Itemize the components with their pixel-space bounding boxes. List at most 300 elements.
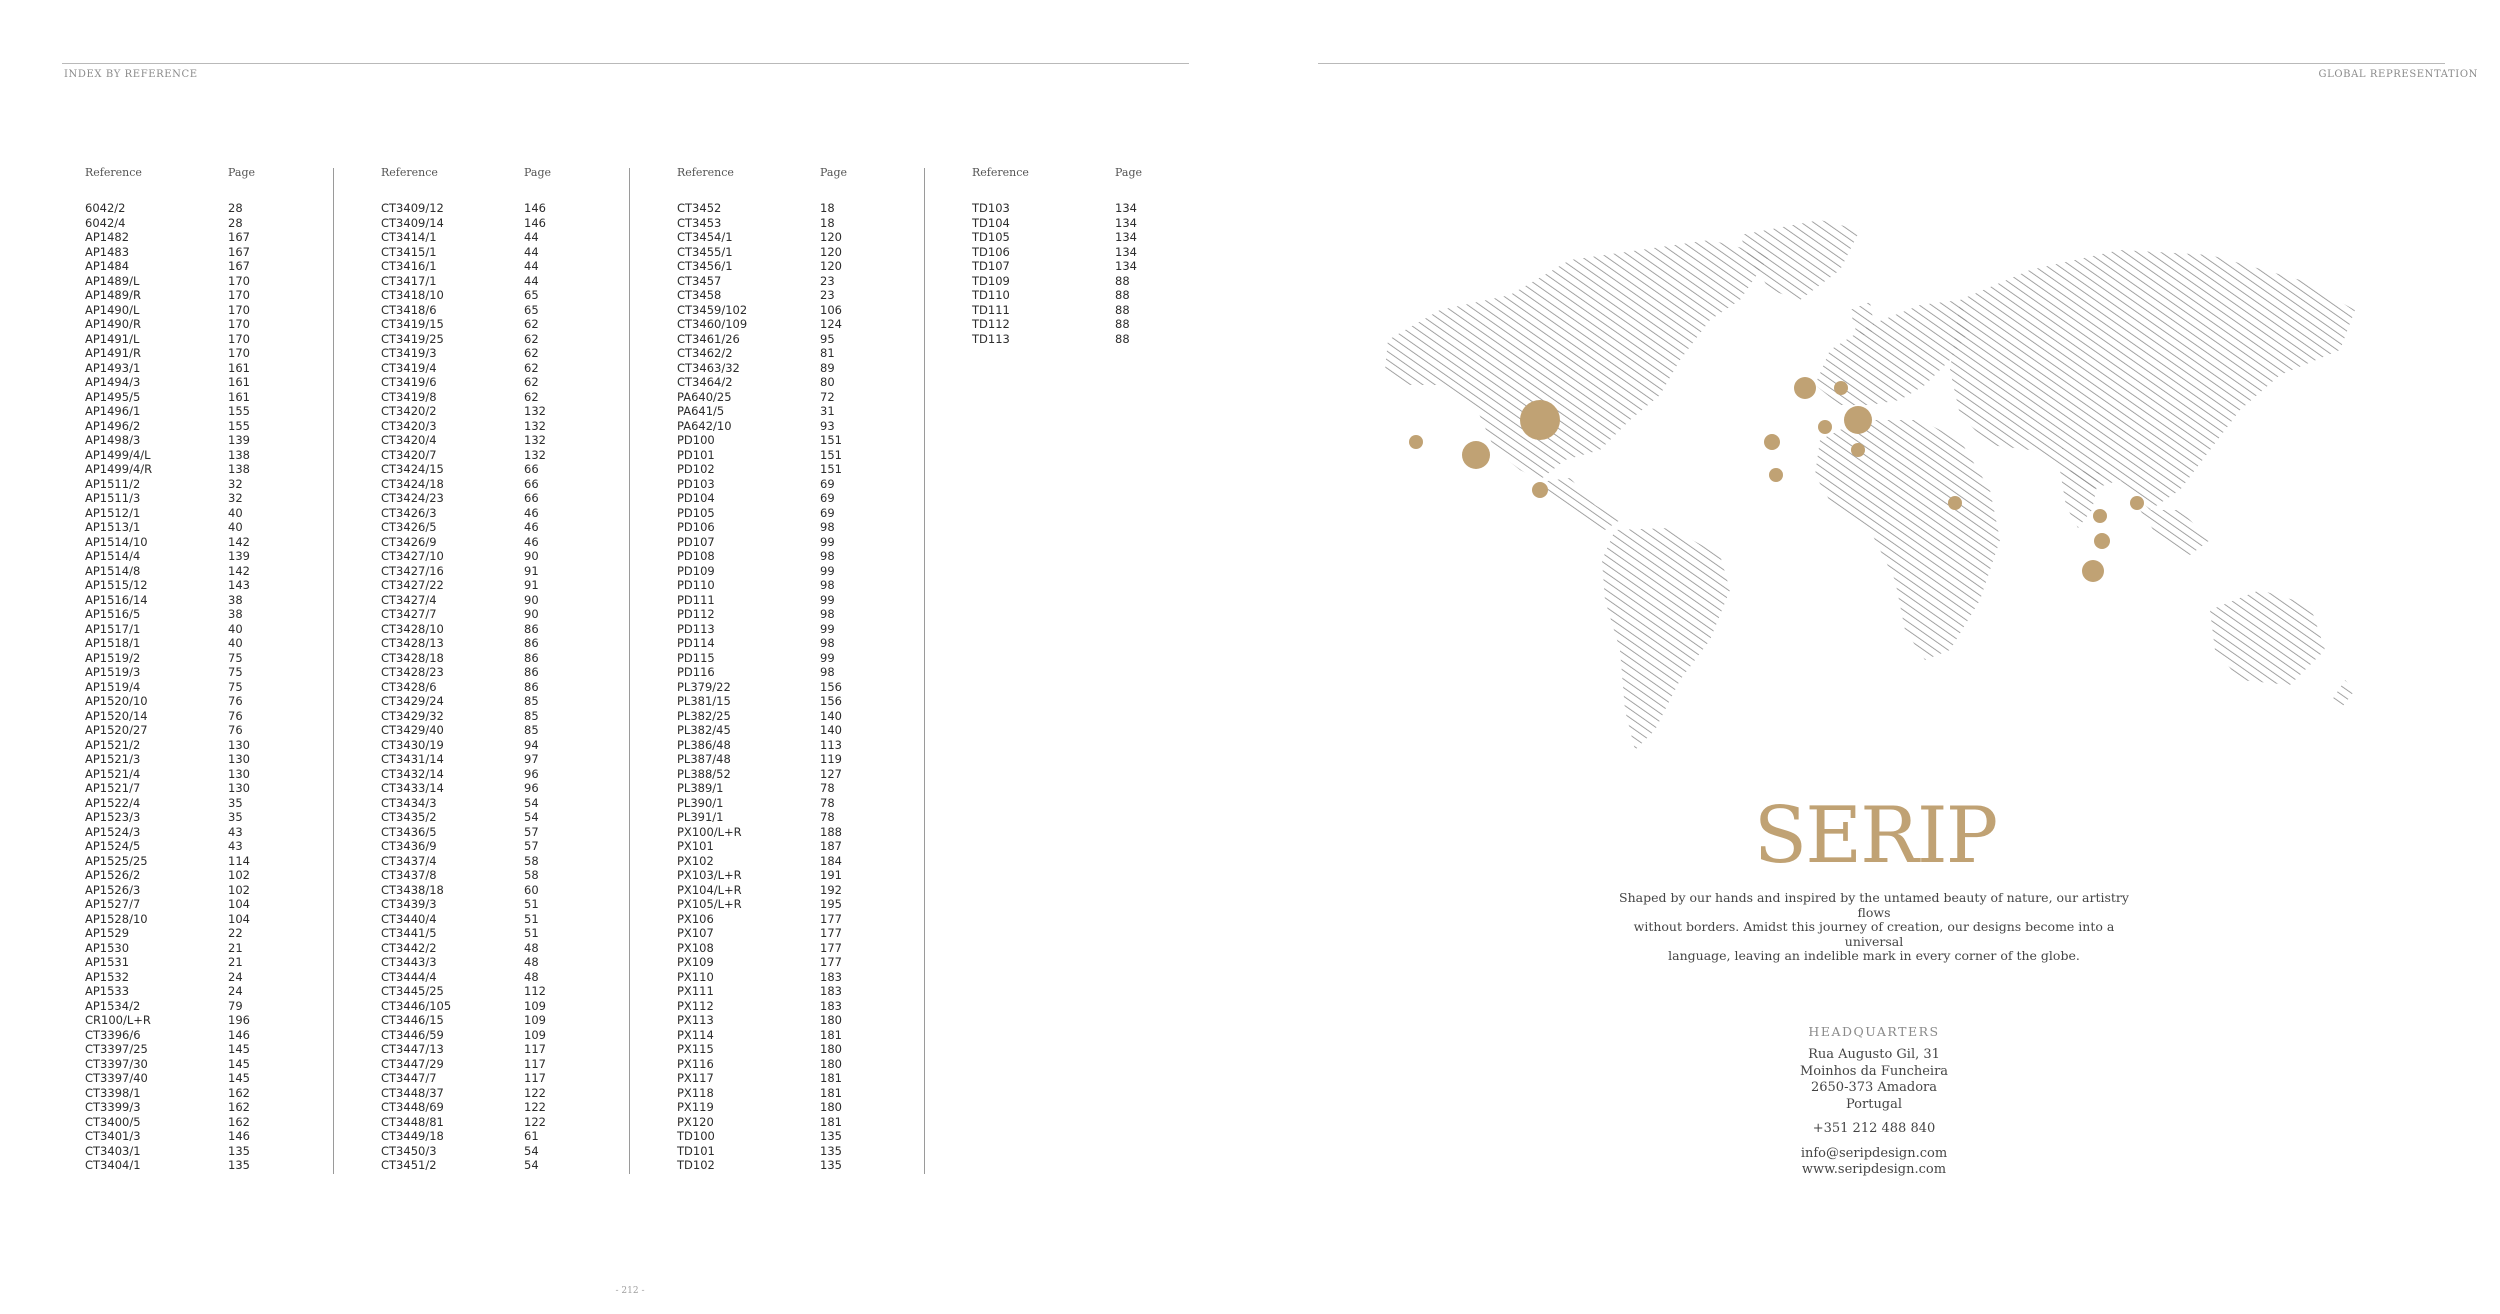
index-entry [677, 259, 927, 274]
index-entry [85, 230, 335, 245]
index-entry [381, 288, 631, 303]
page-ref: 88 [1115, 317, 1130, 331]
index-entry [85, 1013, 335, 1028]
page-ref: 156 [820, 679, 842, 694]
reference-code: CT3462/2 [677, 346, 733, 360]
index-entry [85, 259, 335, 274]
page-ref: 76 [228, 694, 243, 708]
reference-code: AP1522/4 [85, 795, 141, 810]
index-entry [677, 680, 927, 695]
page-ref: 69 [820, 505, 835, 520]
index-entry [677, 216, 927, 231]
reference-code: AP1516/5 [85, 607, 141, 621]
reference-code: PD106 [677, 520, 715, 534]
index-entry [677, 1013, 927, 1028]
index-entry [677, 738, 927, 753]
index-entry [381, 1042, 631, 1057]
reference-code: CT3397/40 [85, 1071, 148, 1085]
reference-code: TD112 [972, 317, 1010, 331]
column-header [85, 166, 335, 180]
index-entry [381, 593, 631, 608]
reference-code: CT3424/23 [381, 491, 444, 505]
greenland-shape [1740, 220, 1860, 300]
page-ref: 145 [228, 1042, 250, 1056]
index-entry [381, 752, 631, 767]
reference-code: AP1520/27 [85, 723, 148, 737]
reference-code: CT3463/32 [677, 360, 740, 375]
page-ref: 22 [228, 926, 243, 940]
page-ref: 35 [228, 810, 243, 824]
page-ref: 124 [820, 317, 842, 331]
reference-code: AP1511/2 [85, 476, 141, 491]
index-entry [381, 926, 631, 941]
index-entry [85, 419, 335, 434]
index-entry [677, 332, 927, 347]
reference-code: CT3414/1 [381, 230, 437, 244]
index-entry [381, 1100, 631, 1115]
index-entry [677, 941, 927, 956]
page-ref: 40 [228, 621, 243, 636]
page-ref: 170 [228, 331, 250, 346]
page-ref: 146 [228, 1027, 250, 1042]
page-header: Page [228, 166, 256, 179]
reference-code: AP1499/4/R [85, 462, 153, 476]
top-rule [62, 63, 1189, 64]
index-entry [381, 665, 631, 680]
page-ref: 24 [228, 969, 243, 984]
index-entry [381, 723, 631, 738]
reference-code: CT3455/1 [677, 244, 733, 259]
index-entry [85, 1115, 335, 1130]
reference-code: CT3418/10 [381, 288, 444, 302]
page-ref: 48 [524, 940, 539, 955]
index-entry [381, 245, 631, 260]
index-entry [85, 796, 335, 811]
south-america-shape [1602, 528, 1730, 750]
page-ref: 61 [524, 1129, 539, 1143]
page-ref: 62 [524, 331, 539, 346]
index-entry [677, 970, 927, 985]
page-ref: 138 [228, 447, 250, 462]
southeast-asia-shape [2140, 510, 2210, 555]
page-ref: 122 [524, 1100, 546, 1114]
index-entry [677, 477, 927, 492]
reference-code: CT3419/4 [381, 360, 437, 375]
index-entry [85, 752, 335, 767]
page-ref: 76 [228, 723, 243, 737]
reference-code: PX116 [677, 1056, 714, 1071]
reference-code: TD100 [677, 1129, 715, 1143]
reference-code: PD101 [677, 447, 715, 462]
index-entry [381, 564, 631, 579]
reference-code: AP1514/4 [85, 549, 141, 563]
reference-code: PL379/22 [677, 679, 731, 694]
index-entry [677, 796, 927, 811]
page-ref: 109 [524, 1027, 546, 1042]
page-ref: 23 [820, 273, 835, 288]
index-entry [677, 897, 927, 912]
reference-code: CT3424/18 [381, 476, 444, 491]
page-ref: 54 [524, 810, 539, 824]
reference-code: PD107 [677, 534, 715, 549]
reference-code: 6042/4 [85, 215, 126, 230]
page-ref: 122 [524, 1114, 546, 1129]
page-ref: 75 [228, 665, 243, 679]
index-entry [677, 564, 927, 579]
page-ref: 139 [228, 549, 250, 563]
reference-code: PL387/48 [677, 752, 731, 766]
reference-code: CT3427/7 [381, 607, 437, 621]
reference-code: PD113 [677, 621, 715, 636]
index-entry [85, 201, 335, 216]
reference-code: AP1521/2 [85, 737, 141, 752]
index-entry [381, 346, 631, 361]
page-ref: 80 [820, 375, 835, 389]
reference-code: CT3420/7 [381, 447, 437, 462]
reference-code: AP1519/4 [85, 679, 141, 694]
index-entry [381, 549, 631, 564]
reference-code: CT3419/8 [381, 389, 437, 404]
page-ref: 155 [228, 418, 250, 433]
index-entry [85, 1057, 335, 1072]
running-head: INDEX BY REFERENCE [64, 69, 198, 80]
page-ref: 98 [820, 665, 835, 679]
index-entry [85, 216, 335, 231]
index-entry [85, 694, 335, 709]
reference-code: AP1493/1 [85, 360, 141, 375]
reference-code: AP1484 [85, 259, 130, 273]
page-ref: 46 [524, 505, 539, 520]
reference-code: CT3396/6 [85, 1027, 141, 1042]
reference-code: PX104/L+R [677, 882, 742, 897]
page-ref: 102 [228, 868, 250, 882]
page-ref: 98 [820, 549, 835, 563]
page-ref: 155 [228, 404, 250, 418]
page-ref: 134 [1115, 215, 1137, 230]
page-ref: 35 [228, 795, 243, 810]
page-ref: 94 [524, 737, 539, 752]
page-ref: 140 [820, 708, 842, 723]
index-entry [677, 245, 927, 260]
index-entry [677, 1158, 927, 1173]
index-entry [381, 332, 631, 347]
page-ref: 40 [228, 636, 243, 650]
page-ref: 122 [524, 1085, 546, 1100]
index-entry [381, 520, 631, 535]
reference-code: CT3409/12 [381, 201, 444, 215]
index-entry [85, 1100, 335, 1115]
index-entry [85, 245, 335, 260]
page-ref: 134 [1115, 244, 1137, 259]
page-ref: 134 [1115, 230, 1137, 244]
page-ref: 170 [228, 273, 250, 288]
website-link[interactable]: www.seripdesign.com [1801, 1162, 1947, 1177]
page-ref: 46 [524, 520, 539, 534]
index-entry [381, 1071, 631, 1086]
reference-code: AP1489/L [85, 273, 140, 288]
reference-code: AP1515/12 [85, 578, 148, 592]
index-entry [381, 477, 631, 492]
page-ref: 170 [228, 346, 250, 360]
reference-header: Reference [85, 166, 142, 179]
reference-header: Reference [381, 166, 438, 179]
reference-code: PL391/1 [677, 810, 724, 824]
page-ref: 156 [820, 694, 842, 708]
page-ref: 44 [524, 230, 539, 244]
index-entry [381, 1144, 631, 1159]
index-entry [85, 506, 335, 521]
reference-code: CT3426/5 [381, 520, 437, 534]
index-entry [85, 1086, 335, 1101]
reference-code: TD106 [972, 244, 1010, 259]
index-entry [677, 404, 927, 419]
running-head: GLOBAL REPRESENTATION [2318, 69, 2478, 80]
index-entry [677, 1042, 927, 1057]
location-marker [1844, 406, 1872, 434]
reference-code: PL382/25 [677, 708, 731, 723]
index-entry [381, 636, 631, 651]
address-line: Rua Augusto Gil, 31 [1808, 1047, 1940, 1062]
index-entry [677, 752, 927, 767]
index-entry [677, 636, 927, 651]
index-entry [85, 912, 335, 927]
index-entry [381, 1158, 631, 1173]
page-ref: 69 [820, 476, 835, 491]
reference-code: AP1528/10 [85, 911, 148, 926]
reference-code: CT3454/1 [677, 230, 733, 244]
index-entry [677, 419, 927, 434]
reference-code: AP1519/3 [85, 665, 141, 679]
page-ref: 195 [820, 897, 842, 911]
page-ref: 51 [524, 911, 539, 926]
index-entry [381, 404, 631, 419]
index-entry [85, 361, 335, 376]
page-ref: 151 [820, 447, 842, 462]
reference-code: AP1490/R [85, 317, 141, 331]
reference-code: AP1491/L [85, 331, 140, 346]
page-ref: 180 [820, 1042, 842, 1056]
page-ref: 62 [524, 360, 539, 375]
index-entry [677, 1086, 927, 1101]
index-entry [677, 825, 927, 840]
reference-code: PX102 [677, 853, 714, 868]
reference-code: CT3419/15 [381, 317, 444, 331]
reference-code: CT3428/13 [381, 636, 444, 650]
reference-header: Reference [972, 166, 1029, 179]
reference-code: TD101 [677, 1143, 715, 1158]
location-marker [2093, 509, 2107, 523]
index-entry [381, 462, 631, 477]
page-ref: 135 [228, 1158, 250, 1172]
index-entry [381, 491, 631, 506]
reference-code: CT3427/10 [381, 549, 444, 563]
index-entry [972, 274, 1222, 289]
index-entry [381, 1129, 631, 1144]
reference-code: AP1526/3 [85, 882, 141, 897]
index-entry [85, 767, 335, 782]
north-america-shape [1385, 240, 1770, 480]
reference-code: PA640/25 [677, 389, 732, 404]
reference-code: PD112 [677, 607, 715, 621]
location-marker [1532, 482, 1548, 498]
page-ref: 58 [524, 868, 539, 882]
index-entry [85, 303, 335, 318]
page-ref: 86 [524, 636, 539, 650]
index-entry [85, 665, 335, 680]
index-entry [677, 433, 927, 448]
tagline-line: language, leaving an indelible mark in every corner of the globe. [1668, 948, 2080, 963]
reference-code: CT3429/32 [381, 708, 444, 723]
index-entry [677, 984, 927, 999]
reference-code: CT3420/3 [381, 418, 437, 433]
page-ref: 90 [524, 607, 539, 621]
page-ref: 98 [820, 578, 835, 592]
reference-code: AP1525/25 [85, 853, 148, 868]
top-rule [1318, 63, 2445, 64]
reference-code: AP1530 [85, 940, 130, 955]
page-ref: 98 [820, 607, 835, 621]
location-marker [1818, 420, 1832, 434]
index-entry [85, 462, 335, 477]
index-entry [677, 390, 927, 405]
index-entry [677, 999, 927, 1014]
reference-code: CT3416/1 [381, 259, 437, 273]
page-ref: 146 [228, 1129, 250, 1143]
page-ref: 51 [524, 926, 539, 940]
page-ref: 65 [524, 288, 539, 302]
reference-code: AP1524/5 [85, 839, 141, 853]
page-ref: 78 [820, 810, 835, 824]
reference-code: CT3398/1 [85, 1085, 141, 1100]
page-ref: 130 [228, 752, 250, 766]
index-entry [85, 868, 335, 883]
page-ref: 104 [228, 911, 250, 926]
reference-code: CT3428/23 [381, 665, 444, 679]
page-ref: 130 [228, 737, 250, 752]
page-ref: 48 [524, 955, 539, 969]
index-entry [85, 390, 335, 405]
page-ref: 135 [228, 1143, 250, 1158]
page-ref: 78 [820, 781, 835, 795]
page-ref: 192 [820, 882, 842, 897]
page-ref: 117 [524, 1071, 546, 1085]
location-marker [2082, 560, 2104, 582]
page-ref: 145 [228, 1071, 250, 1085]
page-ref: 130 [228, 781, 250, 795]
reference-code: PX109 [677, 955, 714, 969]
page-ref: 117 [524, 1042, 546, 1056]
index-entry [85, 1144, 335, 1159]
africa-shape [1815, 420, 2000, 660]
location-marker [1764, 434, 1780, 450]
reference-code: PX105/L+R [677, 897, 742, 911]
index-entry [972, 259, 1222, 274]
reference-header: Reference [677, 166, 734, 179]
reference-code: PD109 [677, 563, 715, 578]
reference-code: AP1532 [85, 969, 130, 984]
column-divider [924, 168, 925, 1174]
page-ref: 177 [820, 926, 842, 940]
index-entry [381, 854, 631, 869]
reference-code: PX118 [677, 1085, 714, 1100]
page-ref: 86 [524, 650, 539, 665]
page-ref: 28 [228, 215, 243, 230]
reference-code: AP1524/3 [85, 824, 141, 839]
page-ref: 44 [524, 273, 539, 288]
reference-code: TD110 [972, 288, 1010, 302]
page-ref: 170 [228, 302, 250, 317]
index-entry [85, 1042, 335, 1057]
index-column [677, 166, 927, 1172]
page-ref: 151 [820, 433, 842, 447]
reference-code: CT3439/3 [381, 897, 437, 911]
index-column [972, 166, 1222, 346]
index-entry [381, 984, 631, 999]
page-ref: 48 [524, 969, 539, 984]
headquarters-title: HEADQUARTERS [1808, 1024, 1940, 1039]
reference-code: CT3442/2 [381, 940, 437, 955]
reference-code: CT3397/30 [85, 1056, 148, 1071]
reference-code: CT3429/24 [381, 694, 444, 708]
reference-code: PL390/1 [677, 795, 724, 810]
page-ref: 119 [820, 752, 842, 766]
reference-code: PD111 [677, 592, 715, 607]
page-ref: 21 [228, 955, 243, 969]
page-ref: 51 [524, 897, 539, 911]
reference-code: TD105 [972, 230, 1010, 244]
index-entry [85, 955, 335, 970]
location-marker [1794, 377, 1816, 399]
page-ref: 181 [820, 1085, 842, 1100]
location-marker [1462, 441, 1490, 469]
reference-code: CT3449/18 [381, 1129, 444, 1143]
page-ref: 66 [524, 462, 539, 476]
index-entry [85, 999, 335, 1014]
reference-code: CT3431/14 [381, 752, 444, 766]
index-entry [381, 230, 631, 245]
reference-code: AP1520/14 [85, 708, 148, 723]
index-entry [381, 1057, 631, 1072]
page-ref: 120 [820, 230, 842, 244]
reference-code: CT3448/81 [381, 1114, 444, 1129]
tagline-line: without borders. Amidst this journey of creation, our designs become into a universal [1633, 919, 2115, 949]
page-ref: 75 [228, 650, 243, 665]
reference-code: CT3459/102 [677, 302, 748, 317]
email-link[interactable]: info@seripdesign.com [1800, 1145, 1948, 1161]
index-entry [677, 955, 927, 970]
index-entry [381, 535, 631, 550]
page-ref: 86 [524, 665, 539, 679]
index-entry [381, 955, 631, 970]
page-ref: 89 [820, 360, 835, 375]
location-marker [2094, 533, 2110, 549]
page-ref: 142 [228, 534, 250, 549]
reference-code: CT3447/7 [381, 1071, 437, 1085]
reference-code: AP1482 [85, 230, 130, 244]
page-ref: 135 [820, 1158, 842, 1172]
index-entry [381, 361, 631, 376]
reference-code: CT3446/15 [381, 1013, 444, 1027]
index-entry [85, 375, 335, 390]
index-entry [972, 303, 1222, 318]
reference-code: AP1521/4 [85, 766, 141, 781]
index-entry [677, 767, 927, 782]
reference-code: CT3443/3 [381, 955, 437, 969]
page-ref: 38 [228, 592, 243, 607]
reference-code: AP1527/7 [85, 897, 141, 911]
index-entry [381, 216, 631, 231]
reference-code: AP1511/3 [85, 491, 141, 505]
